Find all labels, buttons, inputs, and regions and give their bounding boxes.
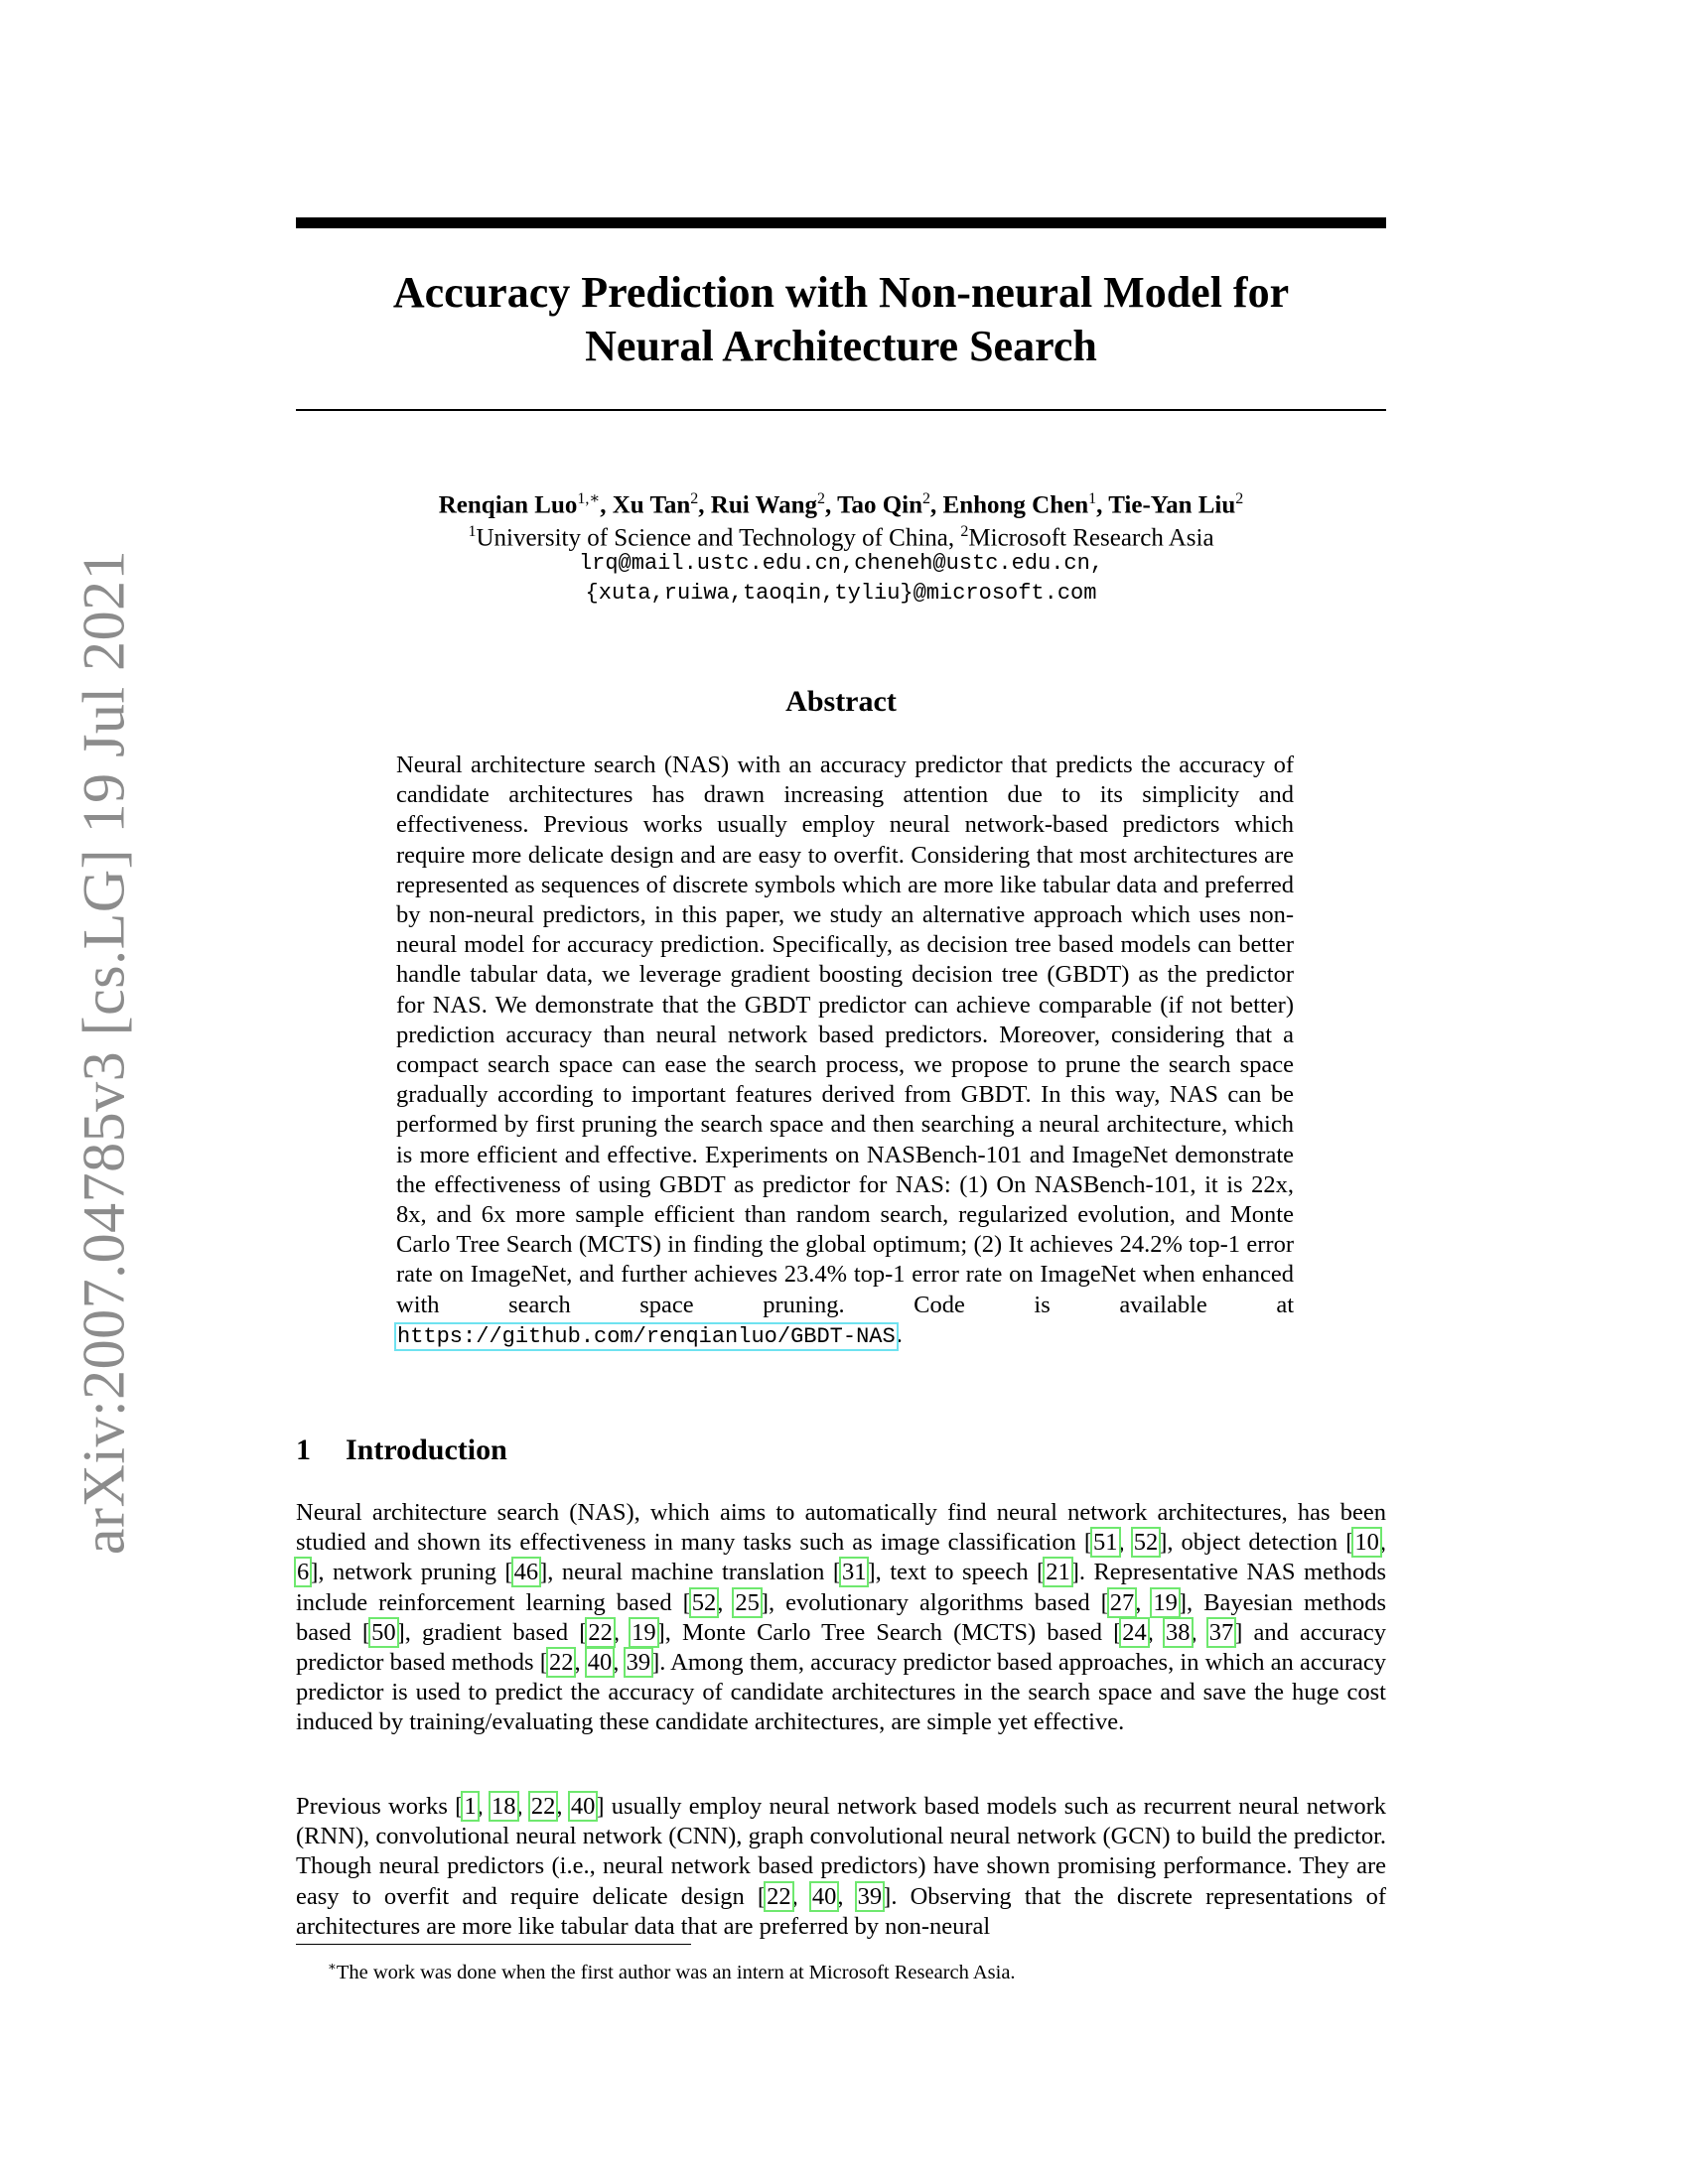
affiliations: [296, 517, 1386, 553]
citation-link[interactable]: 1: [464, 1793, 477, 1820]
paragraph-text: Neural architecture search (NAS), which aims to automatically find neural network architectures, has been studied and shown its effectiveness in many tasks such as image classification [: [296, 1499, 1386, 1557]
paragraph-text: ], gradient based [: [396, 1618, 588, 1646]
footnote-mark: ∗: [328, 1959, 337, 1974]
author-emails: [296, 549, 1386, 609]
author-name: Renqian Luo: [438, 491, 578, 519]
paragraph-text: ,: [613, 1649, 626, 1677]
paragraph-text: ,: [1379, 1529, 1386, 1557]
citation-link[interactable]: 51: [1093, 1529, 1118, 1557]
paragraph-text: ,: [717, 1588, 735, 1616]
section-title: Introduction: [346, 1433, 507, 1466]
citation-link[interactable]: 50: [371, 1618, 396, 1646]
author-name: Tie-Yan Liu: [1108, 491, 1236, 519]
affiliation-msra: Microsoft Research Asia: [968, 524, 1214, 552]
citation-link[interactable]: 40: [811, 1882, 837, 1910]
abstract-heading: Abstract: [785, 685, 897, 718]
paragraph-text: ,: [1118, 1529, 1133, 1557]
author-name: Rui Wang: [710, 491, 818, 519]
citation-link[interactable]: 52: [691, 1588, 717, 1616]
paragraph-text: ], network pruning [: [310, 1559, 513, 1586]
citation-link[interactable]: 25: [735, 1588, 760, 1616]
citation-link[interactable]: 27: [1109, 1588, 1135, 1616]
citation-link[interactable]: 22: [548, 1649, 574, 1677]
paragraph-text: ] and accuracy predictor based methods [: [296, 1618, 1387, 1677]
citation-link[interactable]: 52: [1133, 1529, 1159, 1557]
paragraph-text: ], Monte Carlo Tree Search (MCTS) based [: [656, 1618, 1122, 1646]
paragraph-text: ,: [516, 1793, 530, 1820]
paragraph-text: ,: [556, 1793, 570, 1820]
title-bottom-rule: [296, 409, 1386, 411]
affiliation-mark: 2: [960, 523, 969, 540]
citation-link[interactable]: 19: [1153, 1588, 1178, 1616]
paragraph-text: ,: [1135, 1588, 1153, 1616]
paragraph-text: ], evolutionary algorithms based [: [760, 1588, 1109, 1616]
citation-link[interactable]: 31: [841, 1559, 867, 1586]
section-heading-introduction: [296, 1433, 507, 1467]
author-name: Enhong Chen: [942, 491, 1089, 519]
paragraph-text: ]. Among them, accuracy predictor based approaches, in which an accuracy predictor is used to predict the accuracy of candidate architectures in the search space and save the huge cost induced by training/evaluating these candidate architectures, are simple yet effective.: [296, 1649, 1387, 1736]
abstract-text: [396, 751, 1294, 1352]
citation-link[interactable]: 19: [632, 1618, 656, 1646]
citation-link[interactable]: 21: [1046, 1559, 1070, 1586]
citation-link[interactable]: 40: [570, 1793, 596, 1820]
citation-link[interactable]: 38: [1166, 1618, 1191, 1646]
citation-link[interactable]: 46: [513, 1559, 539, 1586]
citation-link[interactable]: 39: [626, 1649, 651, 1677]
paragraph-text: ], Bayesian methods based [: [296, 1588, 1387, 1646]
paragraph-text: Previous works [: [296, 1793, 464, 1820]
section-number: 1: [296, 1433, 311, 1466]
author-affiliation-mark: 2: [922, 490, 931, 507]
paragraph-text: ,: [1147, 1618, 1165, 1646]
citation-link[interactable]: 24: [1122, 1618, 1147, 1646]
paragraph-text: ]. Representative NAS methods include reinforcement learning based [: [296, 1559, 1386, 1616]
title-line-2: Neural Architecture Search: [585, 322, 1097, 370]
author-affiliation-mark: 2: [817, 490, 826, 507]
email-line-2: {xuta,ruiwa,taoqin,tyliu}@microsoft.com: [585, 581, 1097, 606]
affiliation-mark: 1: [468, 523, 477, 540]
code-repository-link[interactable]: https://github.com/renqianluo/GBDT-NAS: [397, 1323, 896, 1349]
footnote-text: The work was done when the first author was an intern at Microsoft Research Asia.: [336, 1961, 1016, 1983]
author-list: Renqian Luo$^{1,∗}$, Xu Tan$^2$, Rui Wang$^2$, Tao Qin$^2$, Enhong Chen$^1$, Tie-Yan Liu$^2$: [438, 490, 1244, 519]
paragraph-text: ], object detection [: [1159, 1529, 1354, 1557]
citation-link[interactable]: 22: [530, 1793, 556, 1820]
email-line-1: lrq@mail.ustc.edu.cn,cheneh@ustc.edu.cn,: [578, 551, 1104, 576]
abstract-end-punct: .: [896, 1320, 903, 1348]
paragraph-text: ], neural machine translation [: [539, 1559, 841, 1586]
footnote-rule: [296, 1944, 691, 1945]
author-affiliation-mark: 1,∗: [577, 490, 601, 507]
author-name: Tao Qin: [837, 491, 923, 519]
title-line-1: Accuracy Prediction with Non-neural Model for: [392, 268, 1290, 317]
paragraph-text: ,: [477, 1793, 491, 1820]
intro-paragraph-1: [296, 1498, 1386, 1738]
citation-link[interactable]: 18: [492, 1793, 516, 1820]
citation-link[interactable]: 22: [767, 1882, 791, 1910]
citation-link[interactable]: 39: [857, 1882, 883, 1910]
paragraph-text: ,: [837, 1882, 857, 1910]
abstract-body-text: Neural architecture search (NAS) with an accuracy predictor that predicts the accuracy of candidate architectures has drawn increasing attention due to its simplicity and effectiveness. Previous works usually employ neural network-based predictors which require more delicate design and are easy to overfit. Considering that most architectures are represented as sequences of discrete symbols which are more like tabular data and preferred by non-neural predictors, in this paper, we study an alternative approach which uses non-neural model for accuracy prediction. Specifically, as decision tree based models can better handle tabular data, we leverage gradient boosting decision tree (GBDT) as the predictor for NAS. We demonstrate that the GBDT predictor can achieve comparable (if not better) prediction accuracy than neural network based predictors. Moreover, considering that a compact search space can ease the search process, we propose to prune the search space gradually according to important features derived from GBDT. In this way, NAS can be performed by first pruning the search space and then searching a neural architecture, which is more efficient and effective. Experiments on NASBench-101 and ImageNet demonstrate the effectiveness of using GBDT as predictor for NAS: (1) On NASBench-101, it is 22x, 8x, and 6x more sample efficient than random search, regularized evolution, and Monte Carlo Tree Search (MCTS) in finding the global optimum; (2) It achieves 24.2% top-1 error rate on ImageNet, and further achieves 23.4% top-1 error rate on ImageNet when enhanced with search space pruning. Code is available at: [396, 751, 1294, 1318]
paragraph-text: ,: [791, 1882, 811, 1910]
intro-paragraph-2: [296, 1792, 1386, 1942]
footnote: [328, 1954, 1016, 1985]
citation-link[interactable]: 6: [297, 1559, 310, 1586]
paragraph-text: ], text to speech [: [867, 1559, 1046, 1586]
paragraph-text: ,: [574, 1649, 587, 1677]
author-affiliation-mark: 2: [690, 490, 699, 507]
paragraph-text: ,: [1191, 1618, 1208, 1646]
arxiv-identifier-stamp[interactable]: arXiv:2007.04785v3 [cs.LG] 19 Jul 2021: [70, 549, 137, 1556]
paragraph-text: ,: [613, 1618, 632, 1646]
affiliation-ustc: University of Science and Technology of China,: [476, 524, 961, 552]
citation-link[interactable]: 40: [587, 1649, 613, 1677]
author-name: Xu Tan: [612, 491, 691, 519]
author-affiliation-mark: 1: [1088, 490, 1097, 507]
paragraph-text: ]. Observing that the discrete representations of architectures are more like tabular data that are preferred by non-neural: [296, 1882, 1387, 1940]
title-top-rule: [296, 217, 1386, 228]
citation-link[interactable]: 22: [588, 1618, 613, 1646]
paper-title: [296, 266, 1386, 373]
author-affiliation-mark: 2: [1235, 490, 1244, 507]
paragraph-text: ] usually employ neural network based models such as recurrent neural network (RNN), convolutional neural network (CNN), graph convolutional neural network (GCN) to build the predictor. Though neural predictors (i.e., neural network based predictors) have shown promising performance. They are easy to overfit and require delicate design [: [296, 1793, 1387, 1910]
citation-link[interactable]: 37: [1208, 1618, 1234, 1646]
citation-link[interactable]: 10: [1354, 1529, 1379, 1557]
